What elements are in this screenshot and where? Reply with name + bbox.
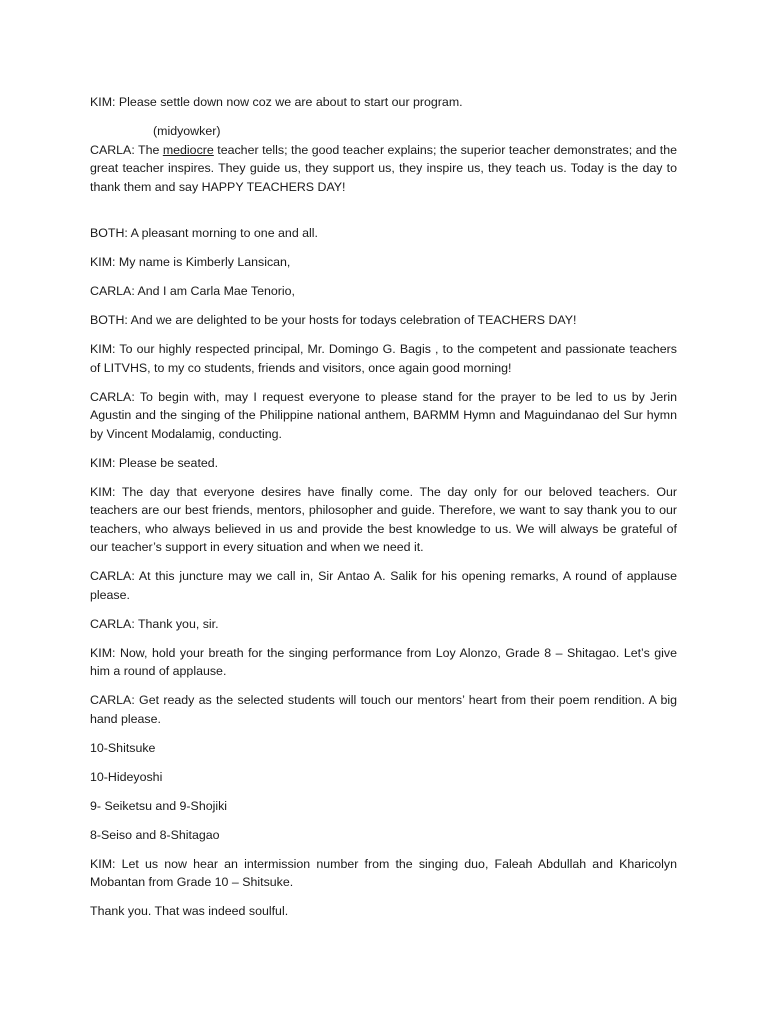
line-kim-name: KIM: My name is Kimberly Lansican, <box>90 255 291 269</box>
line-carla-thanks: CARLA: Thank you, sir. <box>90 616 219 631</box>
line-kim-seated: KIM: Please be seated. <box>90 455 219 470</box>
section-9-seiketsu-shojiki: 9- Seiketsu and 9-Shojiki <box>90 798 228 813</box>
section-10-shitsuke: 10-Shitsuke <box>90 740 156 755</box>
line-carla-poem: CARLA: Get ready as the selected students will touch our mentors’ heart from their poem rendition. A big hand please. <box>90 693 677 726</box>
carla-quote-rest: teacher tells; the good teacher explains; the superior teacher demonstrates; and the great teacher inspires. They guide us, they support us, they inspire us, they teach us. Today is the day to thank them and say HAPPY TEACHERS DAY! <box>90 142 677 194</box>
section-8-seiso-shitagao: 8-Seiso and 8-Shitagao <box>90 827 220 842</box>
carla-quote-start: CARLA: The <box>90 142 163 157</box>
line-carla-prayer: CARLA: To begin with, may I request everyone to please stand for the prayer to be led to us by Jerin Agustin and the singing of the Philippine national anthem, BARMM Hymn and Maguindanao del Sur hymn by Vincent Modalamig, conducting. <box>90 389 677 441</box>
pronunciation-note: (midyowker) <box>153 124 221 138</box>
line-kim-intermission: KIM: Let us now hear an intermission number from the singing duo, Faleah Abdullah and Kharicolyn Mobantan from Grade 10 – Shitsuke. <box>90 856 677 889</box>
underlined-word-mediocre: mediocre <box>162 142 214 157</box>
line-kim-singing: KIM: Now, hold your breath for the singing performance from Loy Alonzo, Grade 8 – Shitagao. Let’s give him a round of applause. <box>90 645 677 678</box>
line-both-morning: BOTH: A pleasant morning to one and all. <box>90 226 318 240</box>
line-kim-principal: KIM: To our highly respected principal, Mr. Domingo G. Bagis , to the competent and passionate teachers of LITVHS, to my co students, friends and visitors, once again good morning! <box>90 342 677 375</box>
line-kim-teachers: KIM: The day that everyone desires have finally come. The day only for our beloved teachers. Our teachers are our best friends, mentors, philosopher and guide. Therefore, we want to say thank you to our teachers, who always believed in us and provide the best knowledge to us. We will always be grateful of our teacher’s support in every situation and when we need it. <box>90 484 677 554</box>
line-carla-name: CARLA: And I am Carla Mae Tenorio, <box>90 284 296 298</box>
line-carla-remarks: CARLA: At this juncture may we call in, Sir Antao A. Salik for his opening remarks, A round of applause please. <box>90 569 677 602</box>
section-10-hideyoshi: 10-Hideyoshi <box>90 769 163 784</box>
line-kim-settle: KIM: Please settle down now coz we are about to start our program. <box>90 95 463 109</box>
document-page <box>90 93 677 931</box>
line-carla-quote <box>90 141 677 197</box>
line-thank-you-soulful: Thank you. That was indeed soulful. <box>90 904 289 918</box>
line-both-hosts: BOTH: And we are delighted to be your hosts for todays celebration of TEACHERS DAY! <box>90 313 577 327</box>
